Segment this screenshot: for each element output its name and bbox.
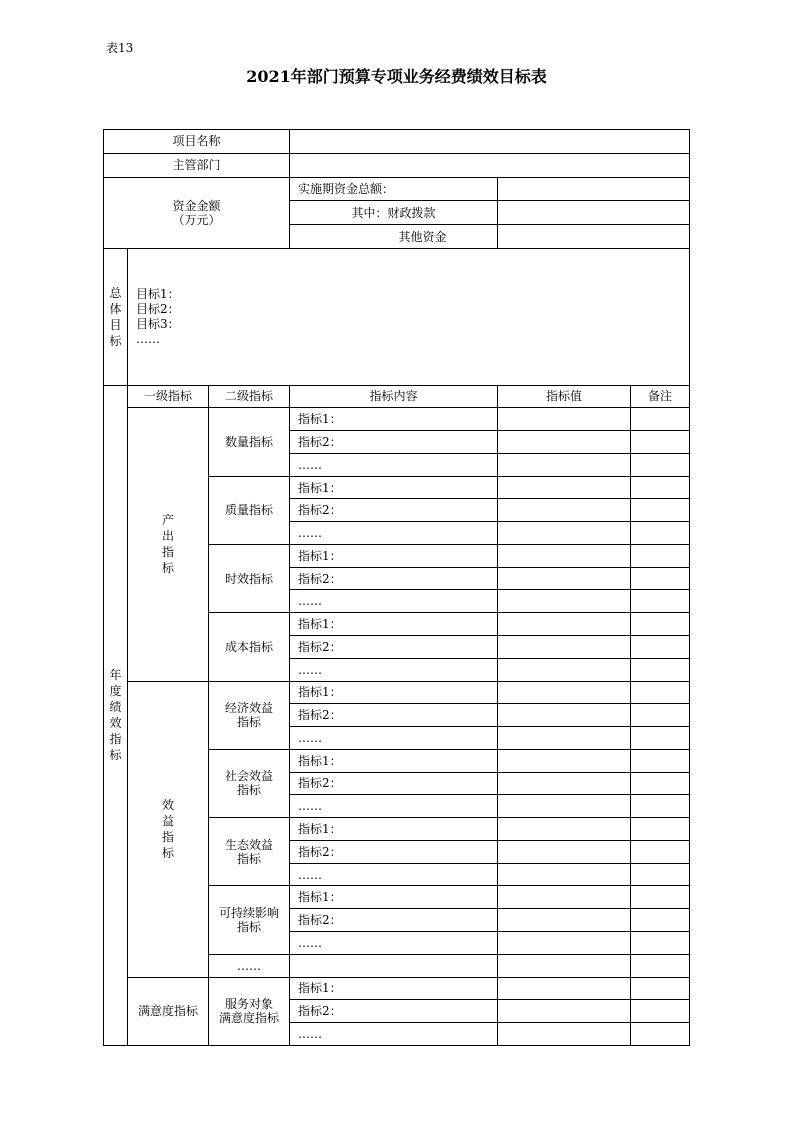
overall-goal-label — [104, 248, 128, 385]
satisfaction-level2-label — [209, 977, 290, 1046]
output-level1-char: 指 — [161, 545, 174, 560]
goal-line: …… — [136, 331, 160, 346]
indicator-value-cell[interactable] — [498, 909, 631, 932]
indicator-remark-cell[interactable] — [631, 499, 690, 522]
indicator-remark-cell[interactable] — [631, 431, 690, 454]
benefit-level1-label — [128, 681, 209, 977]
indicator-content-cell[interactable]: …… — [290, 1023, 498, 1046]
benefit-level2-label — [209, 818, 290, 886]
indicator-value-cell[interactable] — [498, 453, 631, 476]
header-level1: 一级指标 — [128, 385, 209, 408]
indicator-content-cell[interactable]: …… — [290, 727, 498, 750]
indicator-value-cell[interactable] — [498, 863, 631, 886]
indicator-content-cell[interactable]: 指标1： — [290, 408, 498, 431]
indicator-remark-cell[interactable] — [631, 1023, 690, 1046]
annual-goal-char: 度 — [109, 684, 122, 699]
indicator-content-cell[interactable]: 指标2： — [290, 1000, 498, 1023]
goal-line: 目标2： — [136, 301, 180, 316]
level2-label-line: 生态效益 — [224, 837, 273, 852]
indicator-remark-cell[interactable] — [631, 818, 690, 841]
header-content: 指标内容 — [290, 385, 498, 408]
goal-line: 目标3： — [136, 316, 180, 331]
indicator-remark-cell[interactable] — [631, 954, 690, 977]
indicator-value-cell[interactable] — [498, 977, 631, 1000]
indicator-row — [104, 977, 690, 1000]
indicator-content-cell[interactable]: 指标2： — [290, 499, 498, 522]
indicator-value-cell[interactable] — [498, 499, 631, 522]
indicator-content-cell[interactable]: 指标2： — [290, 704, 498, 727]
indicator-remark-cell[interactable] — [631, 476, 690, 499]
indicator-remark-cell[interactable] — [631, 544, 690, 567]
annual-goal-char: 效 — [109, 716, 122, 731]
benefit-level2-label — [209, 681, 290, 749]
page-title: 2021年部门预算专项业务经费绩效目标表 — [246, 67, 547, 86]
project-name-label: 项目名称 — [104, 130, 290, 154]
level2-label-line: 指标 — [236, 783, 261, 798]
indicator-content-cell[interactable]: 指标2： — [290, 567, 498, 590]
indicator-value-cell[interactable] — [498, 954, 631, 977]
level2-label-line: 指标 — [236, 715, 261, 730]
indicator-content-cell[interactable] — [290, 954, 498, 977]
indicator-content-cell[interactable]: 指标1： — [290, 818, 498, 841]
funds-label-line1: 资金金额 — [172, 198, 221, 213]
indicator-value-cell[interactable] — [498, 681, 631, 704]
level2-label-line: 时效指标 — [224, 571, 273, 586]
level2-label-line: 数量指标 — [224, 435, 273, 449]
indicator-value-cell[interactable] — [498, 931, 631, 954]
indicator-remark-cell[interactable] — [631, 840, 690, 863]
level2-label-line: 指标 — [236, 851, 261, 866]
level2-label-line: 可持续影响 — [218, 906, 279, 921]
indicator-remark-cell[interactable] — [631, 522, 690, 545]
indicator-content-cell[interactable]: 指标2： — [290, 772, 498, 795]
output-level1-char: 出 — [161, 529, 174, 544]
indicator-remark-cell[interactable] — [631, 408, 690, 431]
benefit-level2-label — [209, 749, 290, 817]
other-funds-label: 其他资金 — [290, 225, 498, 249]
fiscal-funds-value[interactable] — [498, 201, 690, 225]
indicator-value-cell[interactable] — [498, 544, 631, 567]
indicator-value-cell[interactable] — [498, 727, 631, 750]
overall-goal-char: 标 — [109, 333, 122, 348]
indicator-content-cell[interactable]: 指标1： — [290, 613, 498, 636]
indicator-remark-cell[interactable] — [631, 931, 690, 954]
indicator-value-cell[interactable] — [498, 590, 631, 613]
indicator-remark-cell[interactable] — [631, 613, 690, 636]
indicator-remark-cell[interactable] — [631, 727, 690, 750]
indicator-value-cell[interactable] — [498, 1000, 631, 1023]
annual-goal-char: 指 — [109, 732, 122, 747]
header-remark: 备注 — [631, 385, 690, 408]
indicator-content-cell[interactable]: …… — [290, 863, 498, 886]
indicator-value-cell[interactable] — [498, 818, 631, 841]
indicator-remark-cell[interactable] — [631, 704, 690, 727]
indicator-remark-cell[interactable] — [631, 977, 690, 1000]
indicator-value-cell[interactable] — [498, 840, 631, 863]
department-label: 主管部门 — [104, 153, 290, 177]
header-value: 指标值 — [498, 385, 631, 408]
output-level1-label — [128, 408, 209, 681]
indicator-content-cell[interactable]: 指标1： — [290, 544, 498, 567]
indicator-content-cell[interactable]: …… — [290, 795, 498, 818]
indicator-value-cell[interactable] — [498, 704, 631, 727]
indicator-value-cell[interactable] — [498, 658, 631, 681]
benefit-level1-char: 效 — [161, 798, 174, 813]
indicator-value-cell[interactable] — [498, 886, 631, 909]
indicator-value-cell[interactable] — [498, 749, 631, 772]
indicator-content-cell[interactable]: 指标2： — [290, 636, 498, 659]
department-value[interactable] — [290, 153, 690, 177]
indicator-row — [104, 681, 690, 704]
satisfaction-level1-label: 满意度指标 — [128, 977, 209, 1046]
indicator-value-cell[interactable] — [498, 431, 631, 454]
indicator-content-cell[interactable]: 指标2： — [290, 909, 498, 932]
fiscal-funds-label: 其中：财政拨款 — [290, 201, 498, 225]
annual-goal-char: 标 — [109, 748, 122, 763]
indicator-remark-cell[interactable] — [631, 681, 690, 704]
annual-goal-label — [104, 385, 128, 1045]
indicator-remark-cell[interactable] — [631, 886, 690, 909]
benefit-level2-label — [209, 886, 290, 954]
indicator-remark-cell[interactable] — [631, 1000, 690, 1023]
indicator-remark-cell[interactable] — [631, 636, 690, 659]
indicator-value-cell[interactable] — [498, 1023, 631, 1046]
header-level2: 二级指标 — [209, 385, 290, 408]
indicator-value-cell[interactable] — [498, 636, 631, 659]
benefit-level1-char: 指 — [161, 830, 174, 845]
indicator-content-cell[interactable]: …… — [290, 658, 498, 681]
indicator-content-cell[interactable]: 指标1： — [290, 476, 498, 499]
overall-goal-char: 目 — [109, 317, 122, 332]
indicator-value-cell[interactable] — [498, 408, 631, 431]
goal-line: 目标1： — [136, 286, 180, 301]
indicator-value-cell[interactable] — [498, 567, 631, 590]
project-name-value[interactable] — [290, 130, 690, 154]
indicator-value-cell[interactable] — [498, 795, 631, 818]
indicator-remark-cell[interactable] — [631, 749, 690, 772]
overall-goal-content[interactable] — [128, 248, 690, 385]
indicator-value-cell[interactable] — [498, 613, 631, 636]
level2-label-line: 成本指标 — [224, 639, 273, 654]
funds-label — [104, 177, 290, 248]
indicator-remark-cell[interactable] — [631, 590, 690, 613]
indicator-remark-cell[interactable] — [631, 567, 690, 590]
level2-label-line: 指标 — [236, 920, 261, 935]
level2-label-line: 经济效益 — [224, 701, 273, 716]
output-level1-char: 产 — [161, 513, 174, 528]
benefit-level1-char: 益 — [161, 814, 174, 829]
indicator-content-cell[interactable]: 指标1： — [290, 749, 498, 772]
output-level2-label — [209, 476, 290, 544]
indicator-remark-cell[interactable] — [631, 863, 690, 886]
indicator-value-cell[interactable] — [498, 772, 631, 795]
indicator-value-cell[interactable] — [498, 476, 631, 499]
annual-goal-char: 绩 — [109, 700, 122, 715]
indicator-remark-cell[interactable] — [631, 772, 690, 795]
output-level2-label — [209, 408, 290, 476]
total-funds-label: 实施期资金总额： — [290, 177, 498, 201]
output-level1-char: 标 — [161, 561, 174, 576]
level2-label-line: 服务对象 — [224, 997, 273, 1012]
indicator-content-cell[interactable]: …… — [290, 590, 498, 613]
indicator-content-cell[interactable]: …… — [290, 453, 498, 476]
overall-goal-char: 体 — [109, 301, 122, 316]
indicator-content-cell[interactable]: 指标1： — [290, 681, 498, 704]
indicator-content-cell[interactable]: 指标2： — [290, 840, 498, 863]
indicator-remark-cell[interactable] — [631, 909, 690, 932]
indicator-value-cell[interactable] — [498, 522, 631, 545]
table-number: 表13 — [106, 41, 134, 55]
benefit-extra-label: …… — [209, 954, 290, 977]
output-level2-label — [209, 544, 290, 612]
indicator-row — [104, 408, 690, 431]
indicator-content-cell[interactable]: 指标2： — [290, 431, 498, 454]
total-funds-value[interactable] — [498, 177, 690, 201]
level2-label-line: 质量指标 — [224, 503, 273, 518]
indicator-remark-cell[interactable] — [631, 453, 690, 476]
level2-label-line: 满意度指标 — [218, 1011, 279, 1026]
other-funds-value[interactable] — [498, 225, 690, 249]
indicator-content-cell[interactable]: …… — [290, 931, 498, 954]
indicator-content-cell[interactable]: 指标1： — [290, 886, 498, 909]
indicator-remark-cell[interactable] — [631, 658, 690, 681]
indicator-content-cell[interactable]: 指标1： — [290, 977, 498, 1000]
level2-label-line: 社会效益 — [224, 769, 273, 784]
overall-goal-char: 总 — [109, 285, 122, 300]
benefit-level1-char: 标 — [161, 846, 174, 861]
funds-label-line2: （万元） — [172, 212, 221, 227]
performance-goal-table — [103, 129, 690, 1046]
annual-header-row — [104, 385, 690, 408]
indicator-remark-cell[interactable] — [631, 795, 690, 818]
indicator-content-cell[interactable]: …… — [290, 522, 498, 545]
output-level2-label — [209, 613, 290, 681]
annual-goal-char: 年 — [109, 668, 122, 683]
